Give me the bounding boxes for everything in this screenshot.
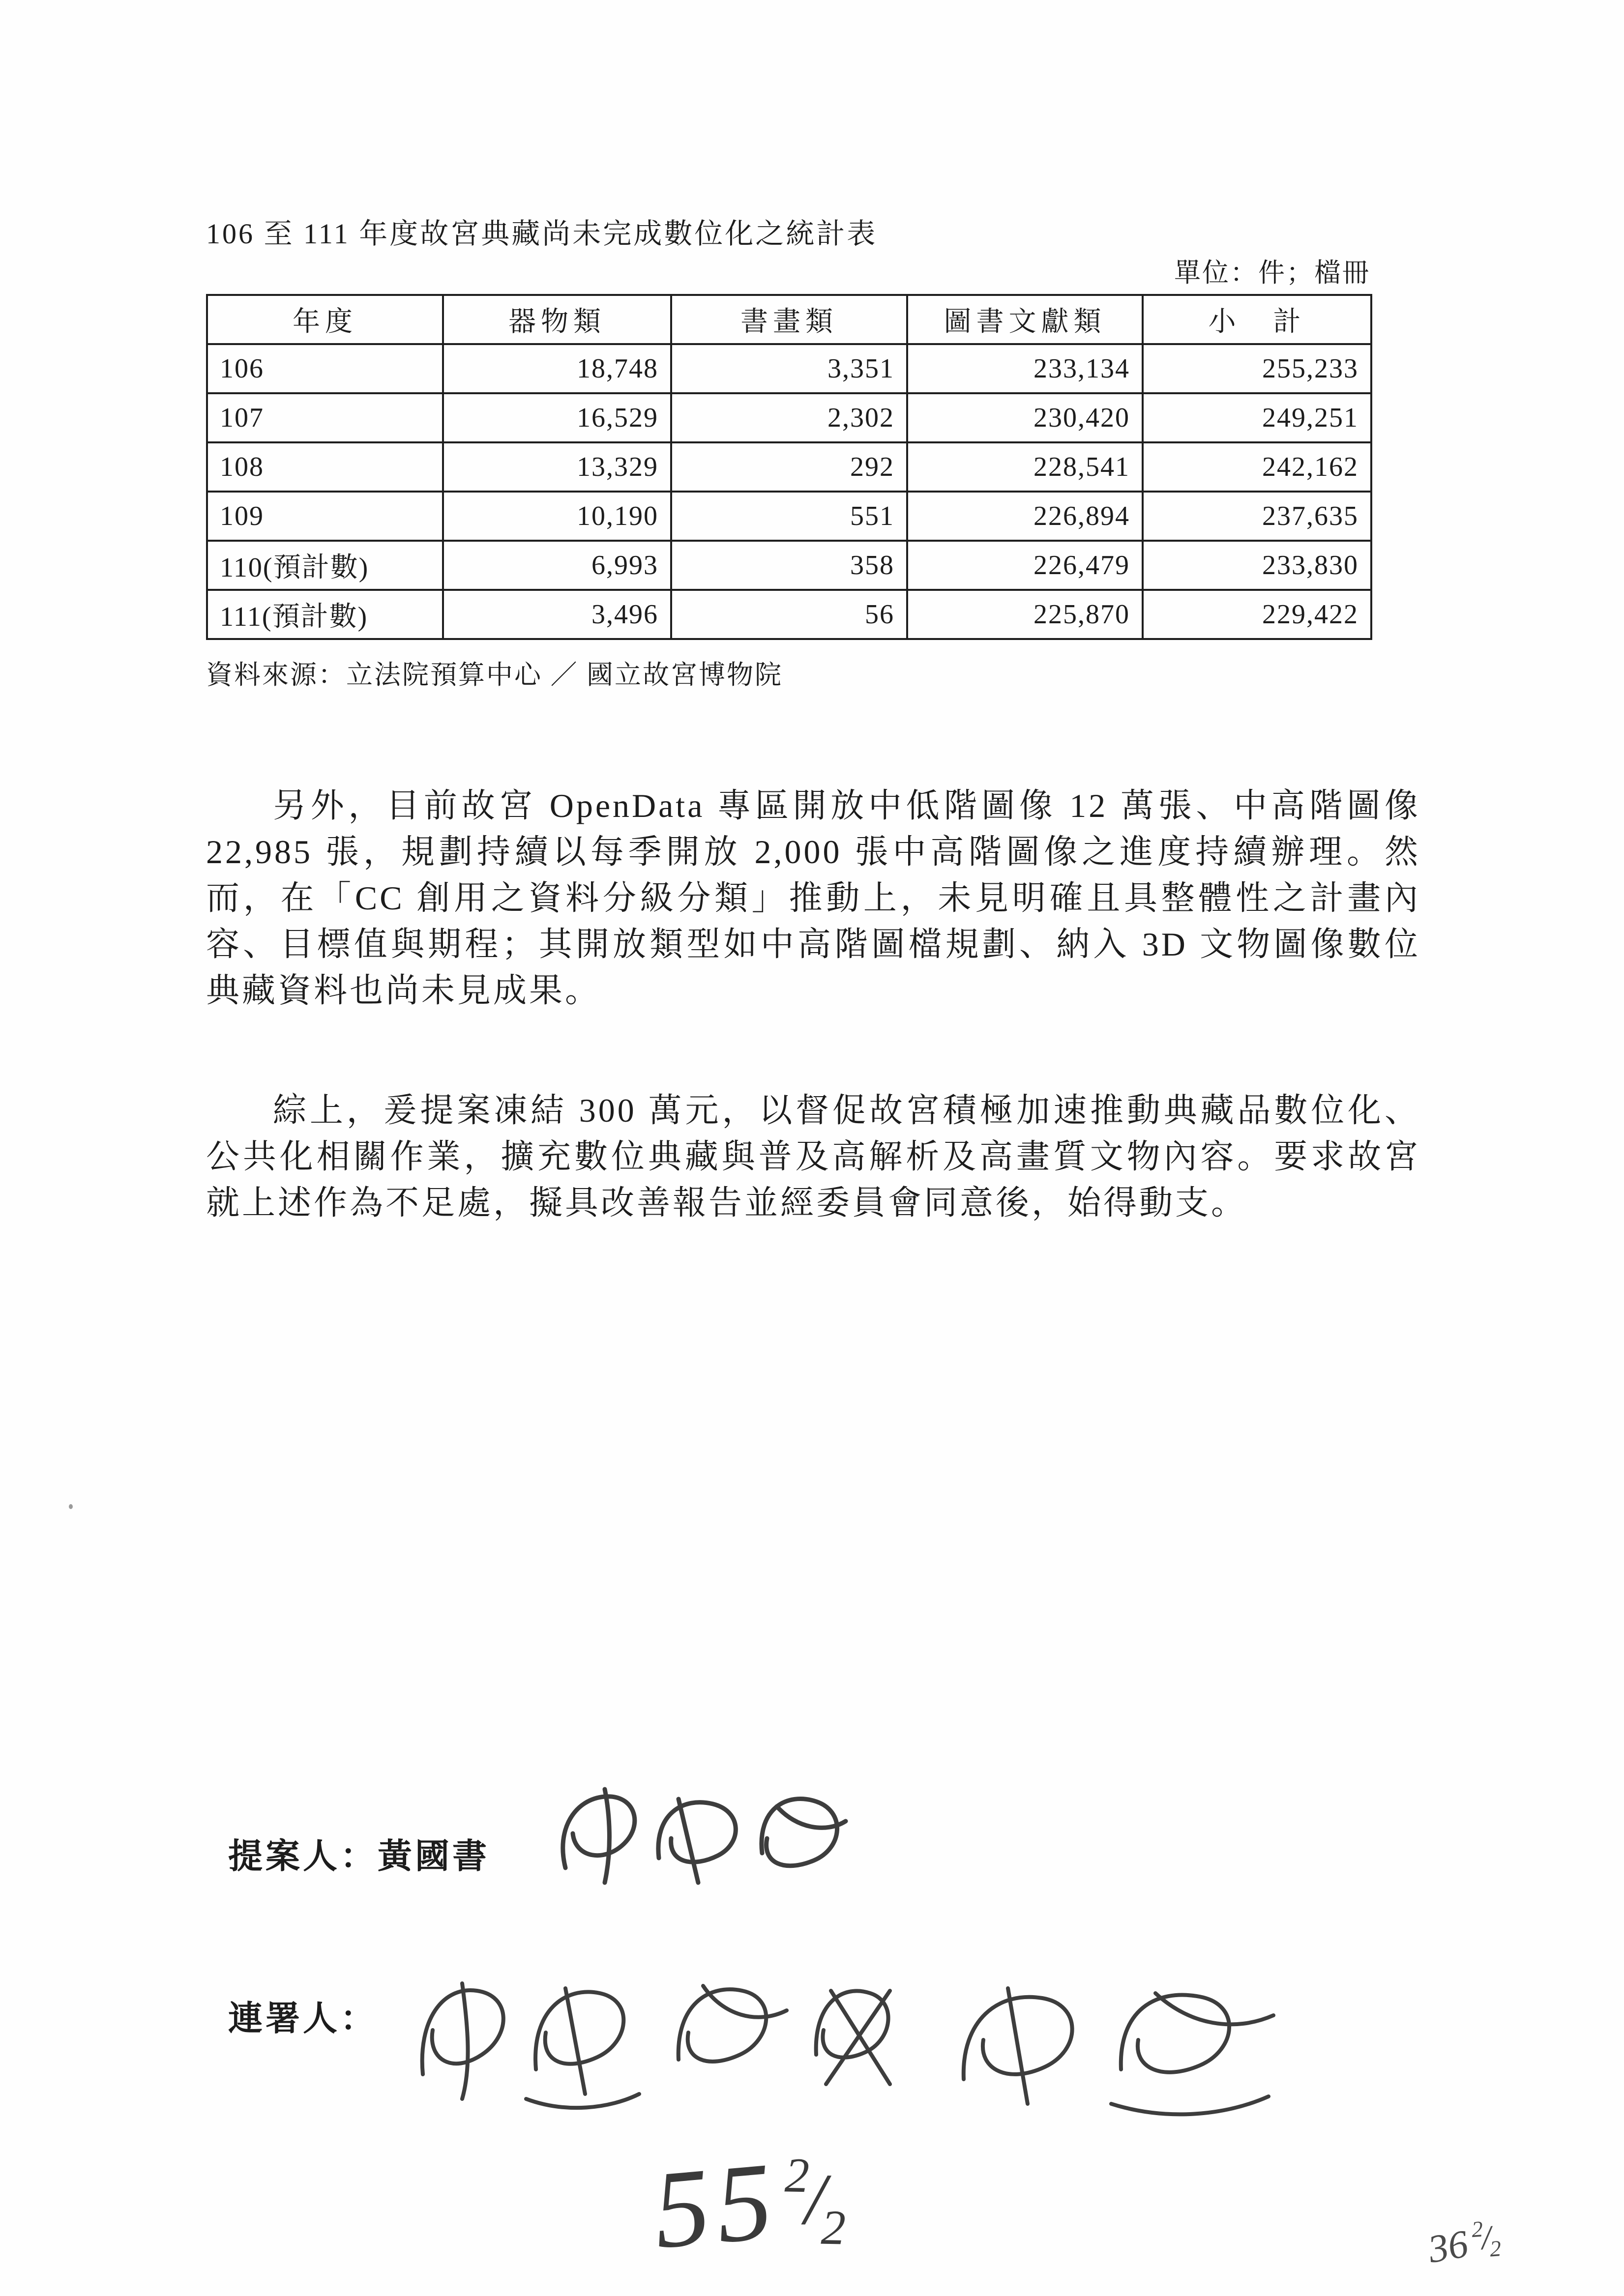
table-cell-year: 106 <box>207 344 443 393</box>
table-row <box>207 492 1371 541</box>
table-row <box>207 590 1371 639</box>
page-title: 106 至 111 年度故宮典藏尚未完成數位化之統計表 <box>206 218 878 250</box>
handwritten-page-number-center <box>649 2130 850 2274</box>
table-header-paintings: 書畫類 <box>671 295 907 344</box>
table-cell-value: 229,422 <box>1143 590 1371 639</box>
source-note: 資料來源：立法院預算中心 ／ 國立故宮博物院 <box>206 660 783 690</box>
handwritten-number: 55 <box>649 2138 784 2272</box>
table-cell-value: 18,748 <box>443 344 671 393</box>
table-cell-value: 237,635 <box>1143 492 1371 541</box>
table-cell-year: 107 <box>207 393 443 442</box>
table-header-year: 年度 <box>207 295 443 344</box>
table-cell-year: 110(預計數) <box>207 541 443 590</box>
table-cell-value: 226,894 <box>907 492 1143 541</box>
table-cell-value: 233,134 <box>907 344 1143 393</box>
table-cell-value: 255,233 <box>1143 344 1371 393</box>
table-cell-value: 225,870 <box>907 590 1143 639</box>
table-cell-value: 230,420 <box>907 393 1143 442</box>
table-cell-value: 10,190 <box>443 492 671 541</box>
table-cell-value: 551 <box>671 492 907 541</box>
unit-note: 單位：件；檔冊 <box>1174 258 1370 288</box>
cosigner-label: 連署人： <box>228 2000 378 2038</box>
table-cell-value: 242,162 <box>1143 442 1371 492</box>
table-cell-year: 111(預計數) <box>207 590 443 639</box>
table-row <box>207 344 1371 393</box>
paragraph-opendata: 另外，目前故宮 OpenData 專區開放中低階圖像 12 萬張、中高階圖像 22,985 張，規劃持續以每季開放 2,000 張中高階圖像之進度持續辦理。然而，在「CC 創用之資料分級分類」推動上，未見明確且具整體性之計畫內容、目標值與期程；其開放類型如中高階圖檔規劃、納入 3D 文物圖像數位典藏資料也尚未見成果。 <box>206 787 1420 1009</box>
table-row <box>207 541 1371 590</box>
table-cell-value: 13,329 <box>443 442 671 492</box>
table-header-artifacts: 器物類 <box>443 295 671 344</box>
table-cell-value: 228,541 <box>907 442 1143 492</box>
table-cell-value: 2,302 <box>671 393 907 442</box>
table-cell-year: 109 <box>207 492 443 541</box>
table-header-subtotal: 小 計 <box>1143 295 1371 344</box>
handwritten-fraction: 2/2 <box>784 2148 846 2255</box>
scan-artifact-dot <box>69 1504 73 1509</box>
handwritten-number: 36 <box>1425 2222 1472 2272</box>
table-cell-value: 56 <box>671 590 907 639</box>
cosigner-signature-1 <box>403 1937 905 2133</box>
table-cell-value: 3,351 <box>671 344 907 393</box>
table-cell-value: 233,830 <box>1143 541 1371 590</box>
table-cell-value: 3,496 <box>443 590 671 639</box>
handwritten-page-number-corner <box>1425 2216 1504 2272</box>
table-cell-value: 249,251 <box>1143 393 1371 442</box>
paragraph-freeze-proposal: 綜上，爰提案凍結 300 萬元，以督促故宮積極加速推動典藏品數位化、公共化相關作業，擴充數位典藏與普及高解析及高畫質文物內容。要求故宮就上述作為不足處，擬具改善報告並經委員會同意後，始得動支。 <box>206 1092 1420 1221</box>
proposer-signature <box>531 1770 856 1907</box>
table-row <box>207 393 1371 442</box>
table-cell-value: 358 <box>671 541 907 590</box>
table-header-row <box>207 295 1371 344</box>
handwritten-fraction: 2/2 <box>1471 2216 1502 2262</box>
table-cell-value: 292 <box>671 442 907 492</box>
proposer-label: 提案人：黃國書 <box>228 1838 490 1876</box>
table-header-books: 圖書文獻類 <box>907 295 1143 344</box>
table-cell-value: 16,529 <box>443 393 671 442</box>
cosigner-signature-2 <box>934 1942 1308 2138</box>
table-cell-year: 108 <box>207 442 443 492</box>
table-cell-value: 226,479 <box>907 541 1143 590</box>
stats-table <box>206 294 1372 640</box>
table-row <box>207 442 1371 492</box>
table-cell-value: 6,993 <box>443 541 671 590</box>
